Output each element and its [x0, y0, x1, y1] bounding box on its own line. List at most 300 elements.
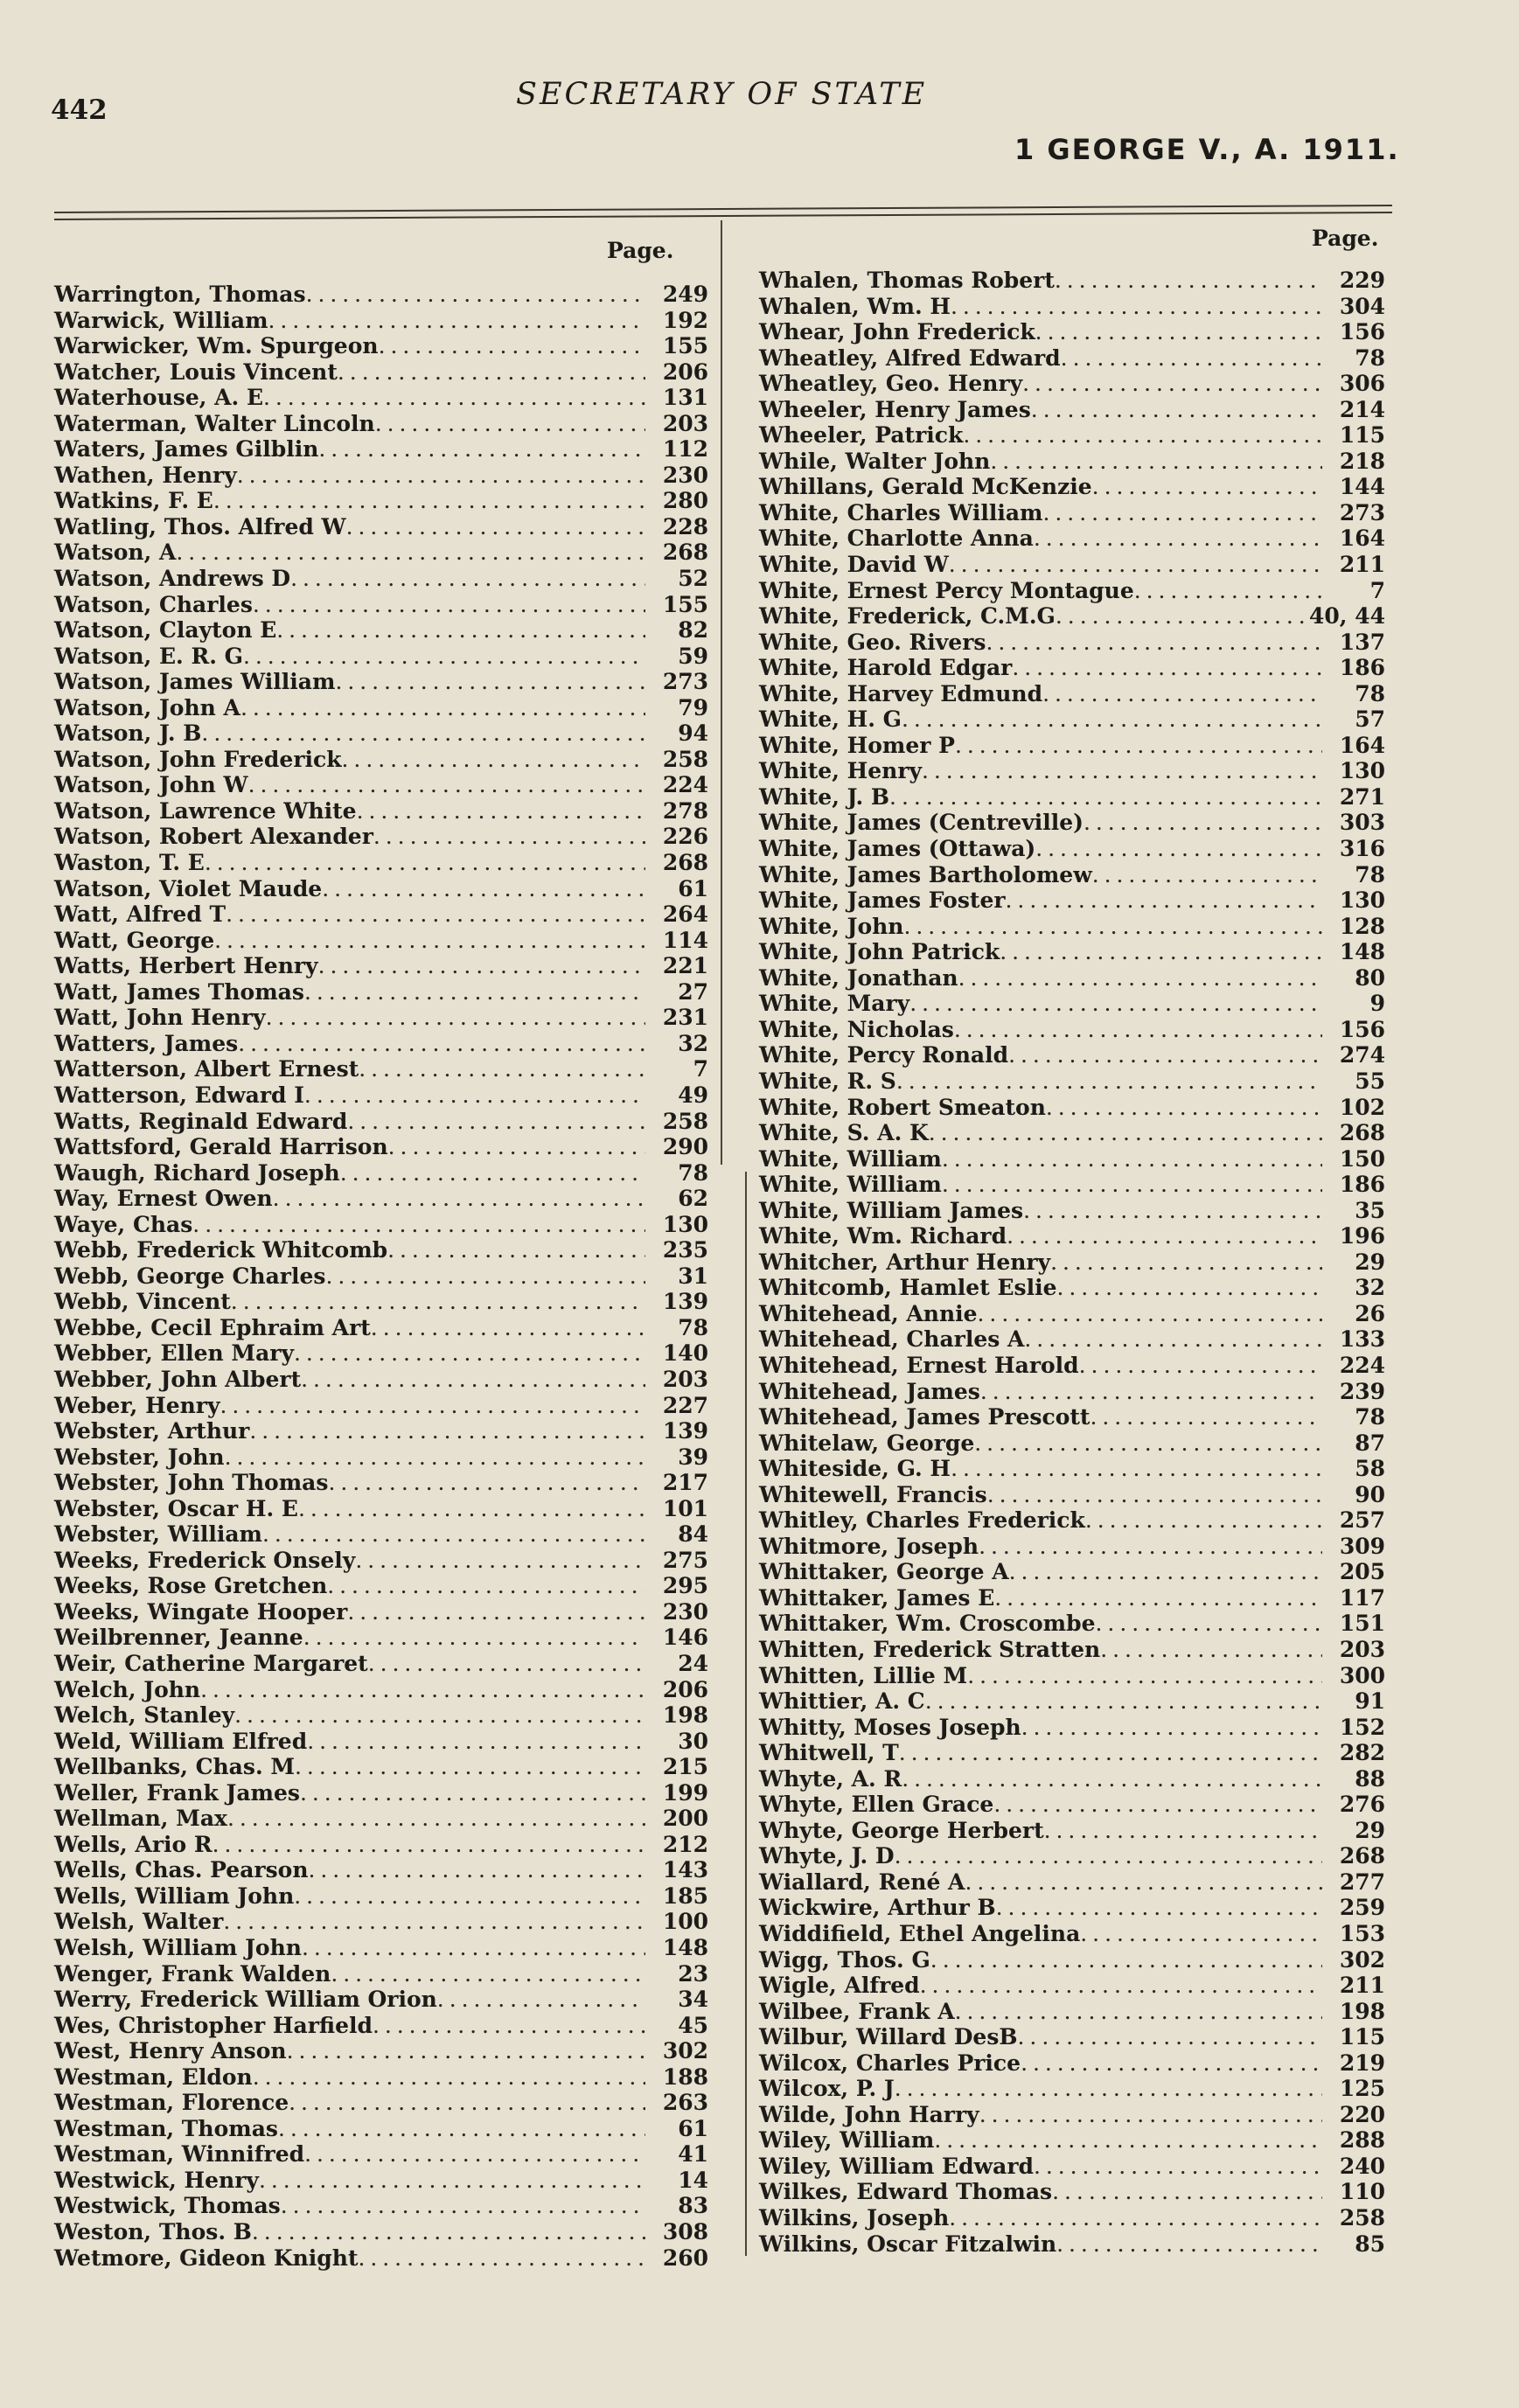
dot-leader	[238, 1031, 645, 1057]
entry-name: Welch, Stanley	[54, 1702, 235, 1729]
entry-page: 115	[1339, 422, 1385, 449]
entry-page: 112	[662, 436, 708, 463]
entry-name: Wheatley, Geo. Henry	[759, 371, 1023, 397]
dot-leader	[346, 514, 645, 540]
dot-leader	[220, 1393, 646, 1419]
index-entry	[54, 644, 708, 670]
dot-leader	[979, 2102, 1322, 2128]
index-entry	[54, 1367, 708, 1393]
entry-name: Wenger, Frank Walden	[54, 1960, 331, 1987]
entry-name: White, Henry	[759, 758, 923, 784]
index-entry	[759, 422, 1385, 449]
index-entry	[759, 1766, 1385, 1792]
dot-leader	[1079, 1353, 1322, 1379]
dot-leader	[899, 1740, 1322, 1766]
index-entry	[759, 655, 1385, 681]
entry-page: 240	[1339, 2153, 1385, 2179]
dot-leader	[322, 876, 645, 902]
entry-page: 300	[1339, 1662, 1385, 1688]
entry-page: 259	[1339, 1895, 1385, 1921]
index-entry	[54, 798, 708, 825]
index-entry	[54, 669, 708, 695]
entry-name: Whyte, Ellen Grace	[759, 1792, 994, 1818]
entry-name: Whitmore, Joseph	[759, 1533, 979, 1559]
entry-page: 206	[662, 358, 708, 385]
entry-name: Waterman, Walter Lincoln	[54, 410, 375, 436]
entry-page: 78	[1355, 344, 1385, 371]
entry-page: 9	[1369, 991, 1385, 1017]
dot-leader	[986, 630, 1322, 656]
index-entry	[759, 2231, 1385, 2258]
entry-page: 94	[678, 720, 708, 747]
index-entry	[54, 2219, 708, 2245]
entry-page: 52	[678, 566, 708, 592]
entry-name: Watterson, Edward I	[54, 1082, 304, 1108]
entry-name: Weilbrenner, Jeanne	[54, 1625, 303, 1651]
dot-leader	[974, 1430, 1322, 1457]
entry-name: Webster, Arthur	[54, 1418, 250, 1444]
dot-leader	[192, 1212, 645, 1238]
dot-leader	[240, 695, 645, 721]
dot-leader	[1012, 655, 1322, 681]
index-entry	[759, 1404, 1385, 1430]
dot-leader	[249, 1418, 645, 1444]
index-entry	[759, 2102, 1385, 2128]
index-entry	[54, 1961, 708, 1987]
entry-name: Whiteside, G. H	[759, 1456, 951, 1482]
dot-leader	[234, 1702, 645, 1729]
index-entry	[54, 1780, 708, 1806]
index-entry	[759, 1353, 1385, 1379]
dot-leader	[1024, 1326, 1322, 1353]
dot-leader	[1084, 810, 1322, 836]
entry-name: Watson, A	[54, 539, 177, 566]
page-number: 442	[51, 94, 108, 126]
entry-name: Westwick, Henry	[54, 2167, 259, 2193]
entry-page: 7	[1369, 577, 1385, 603]
index-entry	[54, 2245, 708, 2272]
dot-leader	[1031, 397, 1322, 423]
dot-leader	[335, 669, 645, 695]
entry-name: Westman, Thomas	[54, 2115, 278, 2141]
entry-name: Whitelaw, George	[759, 1430, 975, 1456]
index-entry	[54, 850, 708, 876]
entry-name: Werry, Frederick William Orion	[54, 1987, 437, 2013]
dot-leader	[1092, 862, 1322, 888]
dot-leader	[903, 914, 1322, 940]
dot-leader	[301, 1367, 645, 1393]
entry-page: 274	[1339, 1042, 1385, 1068]
index-entry	[54, 1754, 708, 1780]
entry-page: 139	[662, 1418, 708, 1444]
dot-leader	[1035, 319, 1322, 345]
dot-leader	[1061, 345, 1322, 372]
index-entry	[759, 552, 1385, 578]
dot-leader	[1046, 1095, 1322, 1121]
index-entry	[759, 1869, 1385, 1896]
left-page-heading: Page.	[607, 238, 674, 263]
dot-leader	[259, 2168, 645, 2194]
dot-leader	[225, 1444, 645, 1471]
entry-page: 148	[662, 1935, 708, 1960]
entry-page: 231	[662, 1005, 708, 1031]
entry-name: White, Jonathan	[759, 964, 958, 991]
index-entry	[759, 294, 1385, 320]
entry-page: 308	[662, 2219, 708, 2245]
entry-name: White, Percy Ronald	[759, 1042, 1009, 1068]
index-entry	[759, 525, 1385, 552]
entry-page: 78	[678, 1159, 708, 1186]
entry-name: White, James (Centreville)	[759, 810, 1084, 836]
dot-leader	[994, 1585, 1322, 1611]
entry-name: White, Nicholas	[759, 1016, 954, 1042]
entry-page: 288	[1339, 2127, 1385, 2154]
entry-page: 29	[1355, 1817, 1385, 1843]
entry-name: Watterson, Albert Ernest	[54, 1056, 359, 1082]
index-entry	[759, 1482, 1385, 1508]
column-divider-upper	[721, 220, 722, 1165]
entry-page: 217	[662, 1470, 708, 1496]
entry-page: 156	[1339, 1016, 1385, 1042]
entry-name: While, Walter John	[759, 448, 991, 474]
dot-leader	[307, 1729, 645, 1755]
entry-name: Watt, James Thomas	[54, 978, 304, 1005]
index-entry	[759, 603, 1385, 630]
dot-leader	[958, 965, 1322, 992]
entry-page: 257	[1339, 1507, 1385, 1534]
entry-name: Watt, John Henry	[54, 1005, 266, 1031]
index-entry	[54, 1212, 708, 1238]
entry-page: 14	[678, 2167, 708, 2193]
entry-name: Whitehead, Charles A	[759, 1326, 1025, 1353]
entry-page: 80	[1355, 964, 1385, 991]
index-entry	[54, 2013, 708, 2039]
index-entry	[54, 1031, 708, 1057]
dot-leader	[990, 449, 1322, 475]
dot-leader	[300, 1780, 645, 1806]
entry-page: 30	[678, 1728, 708, 1754]
dot-leader	[1035, 836, 1322, 862]
entry-name: Watling, Thos. Alfred W	[54, 513, 346, 539]
entry-page: 316	[1339, 836, 1385, 862]
entry-name: Whyte, A. R	[759, 1765, 902, 1792]
dot-leader	[942, 1172, 1322, 1198]
entry-page: 309	[1339, 1533, 1385, 1559]
index-entry	[759, 733, 1385, 759]
entry-name: White, William James	[759, 1197, 1024, 1223]
index-entry	[759, 1249, 1385, 1276]
entry-page: 140	[662, 1340, 708, 1367]
index-entry	[54, 1005, 708, 1031]
index-entry	[759, 1792, 1385, 1818]
dot-leader	[263, 385, 645, 411]
entry-page: 185	[662, 1883, 708, 1909]
entry-page: 155	[662, 591, 708, 617]
index-entry	[54, 979, 708, 1006]
entry-page: 273	[662, 669, 708, 695]
index-entry	[54, 901, 708, 928]
entry-name: White, Robert Smeaton	[759, 1094, 1046, 1120]
entry-page: 276	[1339, 1792, 1385, 1818]
entry-name: Wells, William John	[54, 1883, 295, 1909]
index-entry	[54, 1677, 708, 1703]
entry-page: 164	[1339, 732, 1385, 758]
dot-leader	[268, 308, 645, 334]
dot-leader	[909, 991, 1322, 1017]
index-entry	[759, 397, 1385, 423]
index-entry	[54, 1393, 708, 1419]
index-entry	[54, 1832, 708, 1858]
entry-name: Weir, Catherine Margaret	[54, 1650, 368, 1676]
dot-leader	[1050, 1249, 1322, 1276]
dot-leader	[1092, 474, 1322, 500]
entry-name: Whitehead, James	[759, 1378, 980, 1404]
dot-leader	[1021, 2050, 1322, 2077]
entry-page: 90	[1355, 1481, 1385, 1507]
dot-leader	[978, 1301, 1322, 1327]
dot-leader	[214, 928, 645, 954]
entry-page: 27	[678, 978, 708, 1005]
entry-page: 61	[678, 2115, 708, 2141]
index-entry	[54, 824, 708, 850]
dot-leader	[237, 463, 645, 489]
index-entry	[759, 991, 1385, 1017]
entry-name: Waters, James Gilblin	[54, 436, 319, 463]
index-entry	[54, 1082, 708, 1109]
entry-page: 200	[662, 1806, 708, 1832]
entry-name: Wheeler, Patrick	[759, 422, 964, 449]
index-entry	[759, 1042, 1385, 1068]
entry-name: White, H. G	[759, 706, 902, 733]
index-entry	[54, 282, 708, 308]
entry-name: Weber, Henry	[54, 1392, 220, 1418]
entry-name: White, William	[759, 1145, 942, 1172]
dot-leader	[298, 1496, 645, 1522]
entry-name: Waye, Chas	[54, 1211, 193, 1237]
entry-page: 40, 44	[1309, 603, 1385, 630]
entry-name: Webber, John Albert	[54, 1366, 302, 1392]
index-entry	[759, 1947, 1385, 1973]
entry-page: 199	[662, 1779, 708, 1806]
index-entry	[54, 928, 708, 954]
index-entry	[54, 1340, 708, 1367]
entry-name: Weller, Frank James	[54, 1779, 300, 1806]
entry-page: 85	[1355, 2231, 1385, 2257]
entry-name: Weeks, Frederick Onsely	[54, 1547, 356, 1573]
entry-name: Wickwire, Arthur B	[759, 1895, 996, 1921]
index-entry	[54, 1289, 708, 1315]
entry-name: Wigg, Thos. G	[759, 1946, 930, 1973]
entry-page: 29	[1355, 1249, 1385, 1275]
entry-page: 268	[1339, 1843, 1385, 1869]
dot-leader	[979, 1534, 1322, 1560]
dot-leader	[963, 422, 1322, 449]
index-entry	[759, 784, 1385, 811]
entry-name: Wigle, Alfred	[759, 1973, 920, 1999]
entry-page: 220	[1339, 2101, 1385, 2127]
entry-name: Webb, Frederick Whitcomb	[54, 1237, 388, 1263]
dot-leader	[1042, 681, 1322, 707]
entry-name: Way, Ernest Owen	[54, 1186, 273, 1212]
entry-page: 302	[1339, 1946, 1385, 1973]
index-entry	[759, 1379, 1385, 1405]
index-entry	[759, 1999, 1385, 2025]
dot-leader	[276, 617, 645, 644]
dot-leader	[281, 2193, 645, 2219]
entry-page: 83	[678, 2193, 708, 2219]
dot-leader	[1056, 603, 1304, 630]
entry-page: 110	[1339, 2179, 1385, 2205]
entry-name: Wheeler, Henry James	[759, 396, 1031, 422]
index-entry	[759, 1818, 1385, 1844]
dot-leader	[902, 706, 1322, 733]
dot-leader	[951, 1456, 1322, 1482]
entry-name: White, James Foster	[759, 887, 1006, 914]
entry-name: Whitten, Lillie M	[759, 1662, 968, 1688]
dot-leader	[248, 772, 645, 798]
entry-page: 228	[662, 513, 708, 539]
index-entry	[54, 1315, 708, 1341]
dot-leader	[1006, 887, 1322, 914]
entry-page: 78	[678, 1314, 708, 1340]
index-entry	[54, 1521, 708, 1548]
entry-page: 130	[662, 1211, 708, 1237]
dot-leader	[213, 488, 645, 514]
dot-leader	[895, 2076, 1322, 2102]
index-entry	[759, 1740, 1385, 1766]
entry-name: White, John	[759, 913, 904, 939]
dot-leader	[902, 1766, 1322, 1792]
dot-leader	[954, 1017, 1322, 1043]
index-entry	[759, 319, 1385, 345]
dot-leader	[934, 2127, 1322, 2154]
entry-name: Wilde, John Harry	[759, 2101, 979, 2127]
entry-name: Westman, Winnifred	[54, 2141, 305, 2168]
running-head: SECRETARY OF STATE	[516, 77, 928, 112]
dot-leader	[290, 566, 645, 592]
right-page-heading: Page.	[1312, 226, 1379, 251]
entry-name: Watkins, F. E	[54, 488, 213, 514]
index-entry	[54, 1909, 708, 1935]
dot-leader	[295, 1754, 645, 1780]
index-entry	[54, 1935, 708, 1961]
index-entry	[54, 1444, 708, 1471]
index-entry	[759, 1973, 1385, 1999]
entry-page: 139	[662, 1289, 708, 1315]
dot-leader	[949, 2205, 1322, 2231]
dot-leader	[1085, 1507, 1322, 1534]
index-entry	[54, 2064, 708, 2091]
index-entry	[54, 308, 708, 334]
index-entry	[54, 1134, 708, 1160]
dot-leader	[266, 1005, 645, 1031]
entry-name: Waugh, Richard Joseph	[54, 1159, 340, 1186]
dot-leader	[357, 798, 645, 825]
entry-page: 268	[1339, 1120, 1385, 1146]
entry-page: 214	[1339, 396, 1385, 422]
dot-leader	[922, 758, 1322, 784]
dot-leader	[980, 1379, 1322, 1405]
dot-leader	[338, 359, 645, 386]
dot-leader	[1009, 1559, 1322, 1585]
entry-page: 24	[678, 1650, 708, 1676]
entry-name: Wilkes, Edward Thomas	[759, 2179, 1053, 2205]
dot-leader	[1056, 2231, 1322, 2258]
entry-page: 203	[1339, 1636, 1385, 1662]
entry-page: 235	[662, 1237, 708, 1263]
dot-leader	[942, 1146, 1322, 1173]
entry-page: 58	[1355, 1456, 1385, 1482]
dot-leader	[289, 2090, 645, 2116]
entry-name: Whitcher, Arthur Henry	[759, 1249, 1051, 1275]
entry-page: 82	[678, 617, 708, 644]
index-entry	[54, 1548, 708, 1574]
index-entry	[54, 385, 708, 411]
entry-name: Whittaker, James E	[759, 1584, 995, 1611]
index-entry	[54, 592, 708, 618]
entry-name: Watson, Violet Maude	[54, 875, 323, 901]
entry-page: 34	[678, 1987, 708, 2013]
entry-page: 55	[1355, 1068, 1385, 1094]
entry-page: 133	[1339, 1326, 1385, 1353]
entry-name: Weld, William Elfred	[54, 1728, 308, 1754]
dot-leader	[304, 979, 645, 1006]
entry-name: Wellbanks, Chas. M	[54, 1754, 296, 1780]
entry-page: 277	[1339, 1869, 1385, 1895]
entry-page: 304	[1339, 293, 1385, 319]
entry-page: 302	[662, 2038, 708, 2064]
index-entry	[759, 1843, 1385, 1869]
dot-leader	[373, 2013, 645, 2039]
entry-page: 164	[1339, 525, 1385, 552]
entry-name: Warwick, William	[54, 307, 268, 333]
entry-name: Wes, Christopher Harfield	[54, 2012, 373, 2038]
index-entry	[759, 1301, 1385, 1327]
index-entry	[759, 1585, 1385, 1611]
dot-leader	[340, 1160, 645, 1187]
entry-name: Watson, Andrews D	[54, 566, 291, 592]
entry-name: Watson, John Frederick	[54, 746, 342, 772]
dot-leader	[227, 1806, 645, 1832]
entry-page: 205	[1339, 1559, 1385, 1585]
entry-page: 35	[1355, 1197, 1385, 1223]
entry-name: Whittier, A. C	[759, 1688, 925, 1715]
entry-page: 273	[1339, 499, 1385, 525]
index-entry	[759, 1456, 1385, 1482]
dot-leader	[318, 436, 645, 463]
entry-page: 128	[1339, 913, 1385, 939]
dot-leader	[294, 1883, 645, 1910]
entry-name: White, Harold Edgar	[759, 655, 1013, 681]
entry-name: Whitten, Frederick Stratten	[759, 1636, 1101, 1662]
entry-page: 88	[1355, 1765, 1385, 1792]
entry-page: 230	[662, 1598, 708, 1625]
entry-name: Whitcomb, Hamlet Eslie	[759, 1275, 1057, 1301]
column-divider-lower	[745, 1172, 747, 2256]
entry-name: Webster, John	[54, 1444, 225, 1470]
entry-name: Whitwell, T	[759, 1740, 899, 1766]
entry-page: 196	[1339, 1223, 1385, 1249]
dot-leader	[1034, 2154, 1322, 2180]
entry-page: 91	[1355, 1688, 1385, 1715]
entry-name: Weeks, Rose Gretchen	[54, 1573, 328, 1599]
entry-page: 258	[1339, 2205, 1385, 2231]
index-entry	[54, 514, 708, 540]
entry-name: White, Mary	[759, 991, 910, 1017]
index-entry	[759, 1637, 1385, 1663]
entry-page: 78	[1355, 680, 1385, 706]
index-entry	[54, 1418, 708, 1444]
